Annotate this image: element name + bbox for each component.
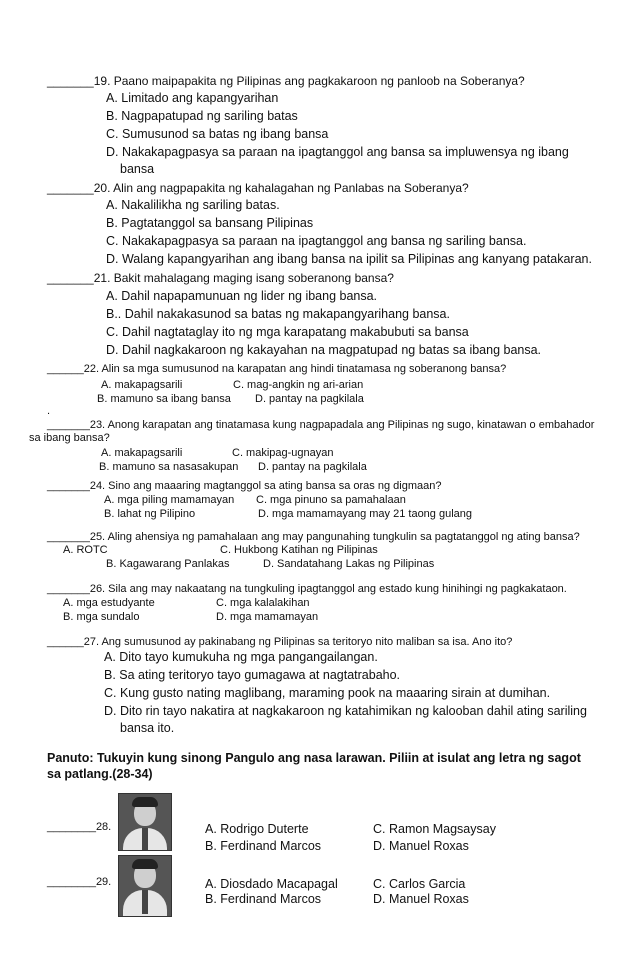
q23-stem-cont: sa ibang bansa? bbox=[29, 432, 110, 444]
q25-option-d: D. Sandatahang Lakas ng Pilipinas bbox=[263, 558, 435, 570]
q27-option-d-cont: bansa ito. bbox=[120, 721, 175, 735]
q22-option-c: C. mag-angkin ng ari-arian bbox=[233, 379, 364, 391]
q26-option-c: C. mga kalalakihan bbox=[216, 597, 310, 609]
q21-stem: _______21. Bakit mahalagang maging isang soberanong bansa? bbox=[47, 271, 394, 285]
q27-option-a: A. Dito tayo kumukuha ng mga pangangailangan. bbox=[104, 650, 378, 664]
q27-stem: ______27. Ang sumusunod ay pakinabang ng Pilipinas sa teritoryo nito maliban sa isa. Ano ito? bbox=[47, 636, 513, 648]
q26-option-d: D. mga mamamayan bbox=[216, 611, 319, 623]
q27-option-d: D. Dito rin tayo nakatira at nagkakaroon ng katahimikan ng kalooban dahil ating sariling bbox=[104, 704, 587, 718]
q28-option-d: D. Manuel Roxas bbox=[373, 839, 469, 853]
q29-blank: ________29. bbox=[47, 876, 112, 888]
q24-option-d: D. mga mamamayang may 21 taong gulang bbox=[258, 508, 473, 520]
q19-option-a: A. Limitado ang kapangyarihan bbox=[106, 91, 279, 105]
q29-option-a: A. Diosdado Macapagal bbox=[205, 877, 338, 891]
q24-option-b: B. lahat ng Pilipino bbox=[104, 508, 196, 520]
q23-stem: _______23. Anong karapatan ang tinatamasa kung nagpapadala ang Pilipinas ng sugo, kinatawan o embahador bbox=[47, 419, 595, 431]
q22-option-d: D. pantay na pagkilala bbox=[255, 393, 364, 405]
q29-option-c: C. Carlos Garcia bbox=[373, 877, 466, 891]
q21-option-c: C. Dahil nagtataglay ito ng mga karapatang makabubuti sa bansa bbox=[106, 325, 469, 339]
q20-stem: _______20. Alin ang nagpapakita ng kahalagahan ng Panlabas na Soberanya? bbox=[47, 181, 469, 195]
q26-option-a: A. mga estudyante bbox=[63, 597, 155, 609]
q28-blank: ________28. bbox=[47, 821, 112, 833]
q29-option-b: B. Ferdinand Marcos bbox=[205, 892, 322, 906]
q25-stem: _______25. Aling ahensiya ng pamahalaan ang may pangunahing tungkulin sa pagtatanggol ng ating bansa? bbox=[47, 531, 580, 543]
q19-option-d: D. Nakakapagpasya sa paraan na ipagtanggol ang bansa sa impluwensya ng ibang bbox=[106, 145, 569, 159]
q26-option-b: B. mga sundalo bbox=[63, 611, 140, 623]
stray-period: . bbox=[47, 405, 51, 417]
q23-option-d: D. pantay na pagkilala bbox=[258, 461, 367, 473]
q27-option-b: B. Sa ating teritoryo tayo gumagawa at nagtatrabaho. bbox=[104, 668, 401, 682]
president-photo-29 bbox=[118, 855, 172, 917]
q26-stem: _______26. Sila ang may nakaatang na tungkuling ipagtanggol ang estado kung hinihingi ng pagkakataon. bbox=[47, 583, 567, 595]
q28-option-c: C. Ramon Magsaysay bbox=[373, 822, 496, 836]
q21-option-b: B.. Dahil nakakasunod sa batas ng makapangyarihang bansa. bbox=[106, 307, 450, 321]
q25-option-c: C. Hukbong Katihan ng Pilipinas bbox=[220, 544, 378, 556]
q19-option-b: B. Nagpapatupad ng sariling batas bbox=[106, 109, 298, 123]
q28-option-a: A. Rodrigo Duterte bbox=[205, 822, 309, 836]
q24-stem: _______24. Sino ang maaaring magtanggol sa ating bansa sa oras ng digmaan? bbox=[47, 480, 442, 492]
q29-option-d: D. Manuel Roxas bbox=[373, 892, 469, 906]
q19-option-c: C. Sumusunod sa batas ng ibang bansa bbox=[106, 127, 329, 141]
q25-option-a: A. ROTC bbox=[63, 544, 108, 556]
q20-option-d: D. Walang kapangyarihan ang ibang bansa na ipilit sa Pilipinas ang kanyang patakaran. bbox=[106, 252, 592, 266]
q22-option-b: B. mamuno sa ibang bansa bbox=[97, 393, 231, 405]
q23-option-c: C. makipag-ugnayan bbox=[232, 447, 334, 459]
q23-option-a: A. makapagsarili bbox=[101, 447, 183, 459]
q19-option-d-cont: bansa bbox=[120, 162, 155, 176]
q23-option-b: B. mamuno sa nasasakupan bbox=[99, 461, 239, 473]
instructions-line-2: sa patlang.(28-34) bbox=[47, 767, 153, 781]
q21-option-a: A. Dahil napapamunuan ng lider ng ibang bansa. bbox=[106, 289, 378, 303]
president-photo-28 bbox=[118, 793, 172, 851]
q24-option-c: C. mga pinuno sa pamahalaan bbox=[256, 494, 406, 506]
q28-option-b: B. Ferdinand Marcos bbox=[205, 839, 322, 853]
q24-option-a: A. mga piling mamamayan bbox=[104, 494, 235, 506]
q21-option-d: D. Dahil nagkakaroon ng kakayahan na magpatupad ng batas sa ibang bansa. bbox=[106, 343, 542, 357]
instructions-line-1: Panuto: Tukuyin kung sinong Pangulo ang nasa larawan. Piliin at isulat ang letra ng sagot bbox=[47, 751, 581, 765]
q22-stem: ______22. Alin sa mga sumusunod na karapatan ang hindi tinatamasa ng soberanong bansa? bbox=[47, 363, 507, 375]
q20-option-a: A. Nakalilikha ng sariling batas. bbox=[106, 198, 280, 212]
q22-option-a: A. makapagsarili bbox=[101, 379, 183, 391]
q20-option-c: C. Nakakapagpasya sa paraan na ipagtanggol ang bansa ng sariling bansa. bbox=[106, 234, 527, 248]
q25-option-b: B. Kagawarang Panlakas bbox=[106, 558, 230, 570]
q20-option-b: B. Pagtatanggol sa bansang Pilipinas bbox=[106, 216, 314, 230]
q27-option-c: C. Kung gusto nating maglibang, maraming pook na maaaring sirain at dumihan. bbox=[104, 686, 551, 700]
q19-stem: _______19. Paano maipapakita ng Pilipinas ang pagkakaroon ng panloob na Soberanya? bbox=[47, 74, 525, 88]
